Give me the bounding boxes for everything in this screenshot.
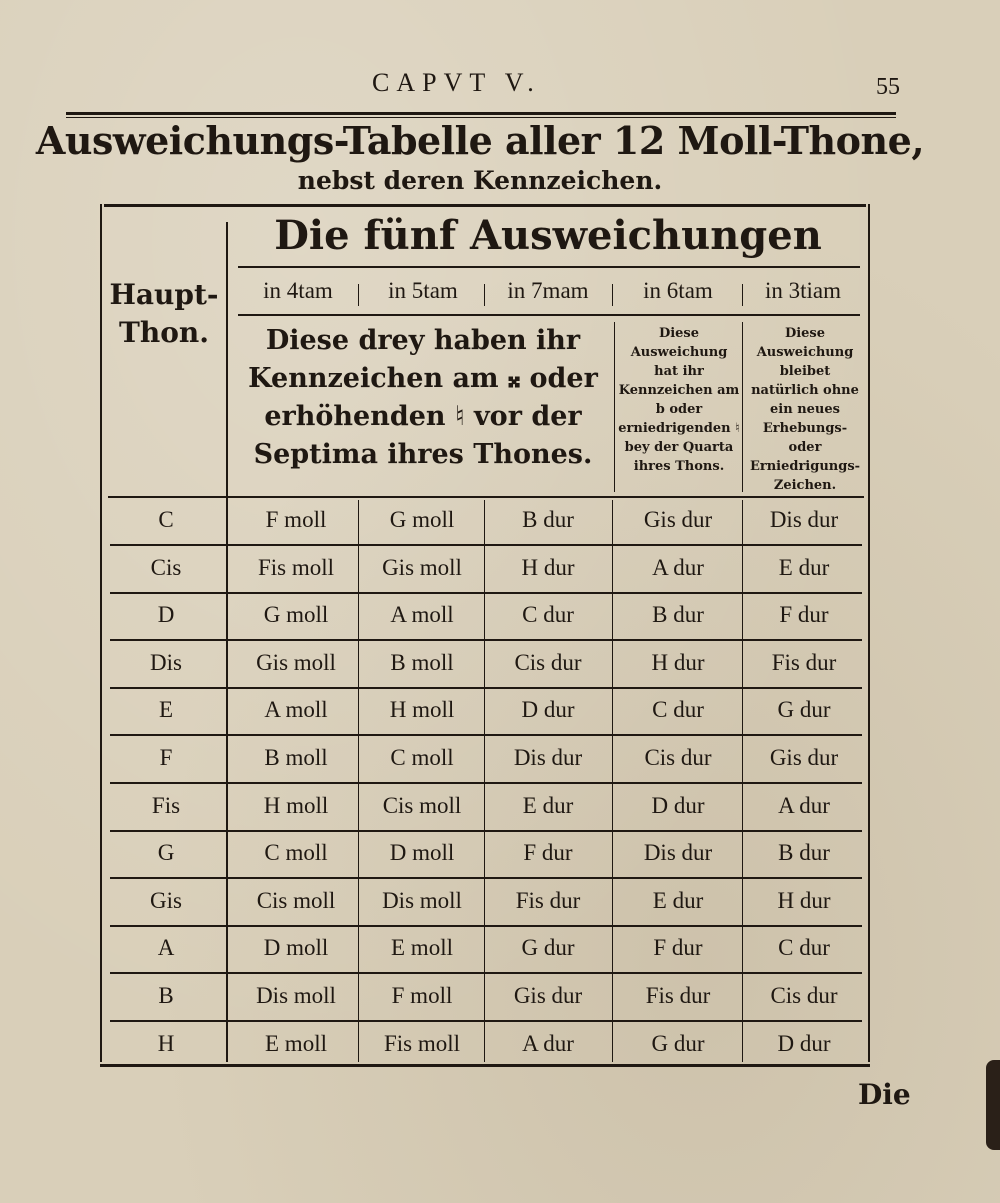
modulation-cell: Fis dur — [645, 983, 711, 1008]
modulation-cell: D dur — [521, 697, 575, 722]
colhead-rule — [238, 314, 860, 316]
note-third: Diese Ausweichung bleibet natürlich ohne ein neues Erhebungs- oder Erniedrigungs-Zeichen. — [749, 326, 861, 493]
column-divider — [742, 500, 743, 1062]
modulation-cell: F moll — [265, 507, 327, 532]
key-cell: A — [157, 935, 175, 960]
table-title: Ausweichungs-Tabelle aller 12 Moll-Thone, — [35, 118, 925, 163]
modulation-cell: C moll — [390, 745, 454, 770]
modulation-cell: A dur — [778, 793, 830, 818]
modulation-cell: Cis dur — [770, 983, 838, 1008]
modulation-cell: G moll — [263, 602, 329, 627]
modulation-cell: D dur — [651, 793, 705, 818]
note-first-three: Diese drey haben ihr Kennzeichen am 𝄪 oder erhöhenden ♮ vor der Septima ihres Thones. — [248, 325, 598, 470]
group-header: Die fünf Ausweichungen — [274, 212, 822, 259]
modulation-cell: F dur — [653, 935, 703, 960]
modulation-cell: H dur — [777, 888, 831, 913]
modulation-cell: B moll — [264, 745, 328, 770]
modulation-cell: B dur — [778, 840, 830, 865]
key-cell: E — [158, 697, 174, 722]
modulation-cell: C dur — [522, 602, 574, 627]
colhead-sep — [742, 284, 743, 306]
col-header-5tam: in 5tam — [388, 278, 458, 303]
modulation-cell: A dur — [522, 1031, 574, 1056]
modulation-cell: Dis dur — [643, 840, 713, 865]
modulation-cell: A moll — [264, 697, 328, 722]
modulation-cell: G moll — [389, 507, 455, 532]
row-rule — [110, 734, 862, 736]
notes-divider-2 — [742, 322, 743, 492]
key-cell: C — [158, 507, 174, 532]
modulation-cell: Cis moll — [382, 793, 462, 818]
modulation-cell: E dur — [652, 888, 704, 913]
modulation-cell: Fis dur — [515, 888, 581, 913]
modulation-cell: H dur — [651, 650, 705, 675]
modulation-cell: A moll — [390, 602, 454, 627]
modulation-cell: H moll — [389, 697, 455, 722]
row-rule — [110, 830, 862, 832]
table-bottom-rule — [100, 1064, 870, 1067]
modulation-cell: Dis moll — [256, 983, 336, 1008]
modulation-cell: F moll — [391, 983, 453, 1008]
table-subtitle: nebst deren Kennzeichen. — [297, 166, 663, 195]
body-top-rule — [108, 496, 864, 498]
row-rule — [110, 592, 862, 594]
key-cell: Fis — [151, 793, 181, 818]
modulation-cell: E dur — [522, 793, 574, 818]
modulation-cell: D moll — [389, 840, 455, 865]
modulation-cell: D moll — [263, 935, 329, 960]
modulation-cell: Fis moll — [257, 555, 335, 580]
col-header-7mam: in 7mam — [507, 278, 589, 303]
modulation-cell: Gis moll — [382, 555, 462, 580]
col-header-4tam: in 4tam — [263, 278, 333, 303]
note-sixth: Diese Ausweichung hat ihr Kennzeichen am b oder erniedrigenden ♮ bey der Quarta ihres Thons. — [618, 326, 740, 474]
modulation-cell: B moll — [390, 650, 454, 675]
key-cell: G — [157, 840, 175, 865]
row-rule — [110, 687, 862, 689]
col-header-6tam: in 6tam — [643, 278, 713, 303]
modulation-cell: E dur — [778, 555, 830, 580]
column-divider — [612, 500, 613, 1062]
modulation-cell: G dur — [777, 697, 831, 722]
col-header-3tiam: in 3tiam — [764, 278, 842, 303]
modulation-cell: Gis dur — [643, 507, 713, 532]
row-rule — [110, 877, 862, 879]
modulation-cell: C dur — [652, 697, 704, 722]
row-rule — [110, 544, 862, 546]
modulation-cell: Dis dur — [769, 507, 839, 532]
modulation-cell: H dur — [521, 555, 575, 580]
modulation-cell: Fis dur — [771, 650, 837, 675]
modulation-cell: B dur — [522, 507, 574, 532]
modulation-cell: C dur — [778, 935, 830, 960]
table-right-border — [868, 204, 870, 1062]
key-column-header: Haupt-Thon. — [109, 278, 219, 349]
table-top-rule — [104, 204, 866, 207]
row-rule — [110, 782, 862, 784]
colhead-sep — [358, 284, 359, 306]
column-divider — [484, 500, 485, 1062]
modulation-cell: Cis moll — [256, 888, 336, 913]
key-cell: B — [158, 983, 174, 1008]
key-cell: H — [157, 1031, 175, 1056]
modulation-cell: Dis dur — [513, 745, 583, 770]
key-cell: Dis — [150, 650, 182, 675]
modulation-cell: Cis dur — [514, 650, 582, 675]
table-left-border — [100, 204, 102, 1062]
modulation-cell: D dur — [777, 1031, 831, 1056]
modulation-cell: Gis dur — [513, 983, 583, 1008]
notes-divider-1 — [614, 322, 615, 492]
key-cell: D — [157, 602, 175, 627]
column-divider — [358, 500, 359, 1062]
modulation-cell: F dur — [779, 602, 829, 627]
group-header-rule — [238, 266, 860, 268]
row-rule — [110, 972, 862, 974]
page-number: 55 — [876, 74, 900, 100]
modulation-cell: E moll — [265, 1031, 327, 1056]
key-cell: F — [159, 745, 173, 770]
key-cell: Gis — [150, 888, 182, 913]
colhead-sep — [484, 284, 485, 306]
key-cell: Cis — [150, 555, 182, 580]
row-rule — [110, 639, 862, 641]
colhead-sep — [612, 284, 613, 306]
running-head — [0, 68, 1000, 104]
modulation-cell: H moll — [263, 793, 329, 818]
modulation-cell: Gis dur — [769, 745, 839, 770]
modulation-cell: Dis moll — [382, 888, 462, 913]
modulation-cell: F dur — [523, 840, 573, 865]
row-rule — [110, 925, 862, 927]
modulation-cell: Cis dur — [644, 745, 712, 770]
modulation-cell: G dur — [651, 1031, 705, 1056]
modulation-cell: A dur — [652, 555, 704, 580]
row-rule — [110, 1020, 862, 1022]
modulation-cell: B dur — [652, 602, 704, 627]
modulation-cell: Fis moll — [383, 1031, 461, 1056]
running-title: CAPVT V. — [372, 68, 541, 97]
page-edge-shadow — [986, 1060, 1000, 1150]
key-column-divider — [226, 222, 228, 1062]
modulation-cell: C moll — [264, 840, 328, 865]
modulation-cell: G dur — [521, 935, 575, 960]
header-rule — [66, 112, 896, 115]
modulation-cell: Gis moll — [256, 650, 336, 675]
catchword: Die — [858, 1078, 911, 1111]
modulation-cell: E moll — [391, 935, 453, 960]
